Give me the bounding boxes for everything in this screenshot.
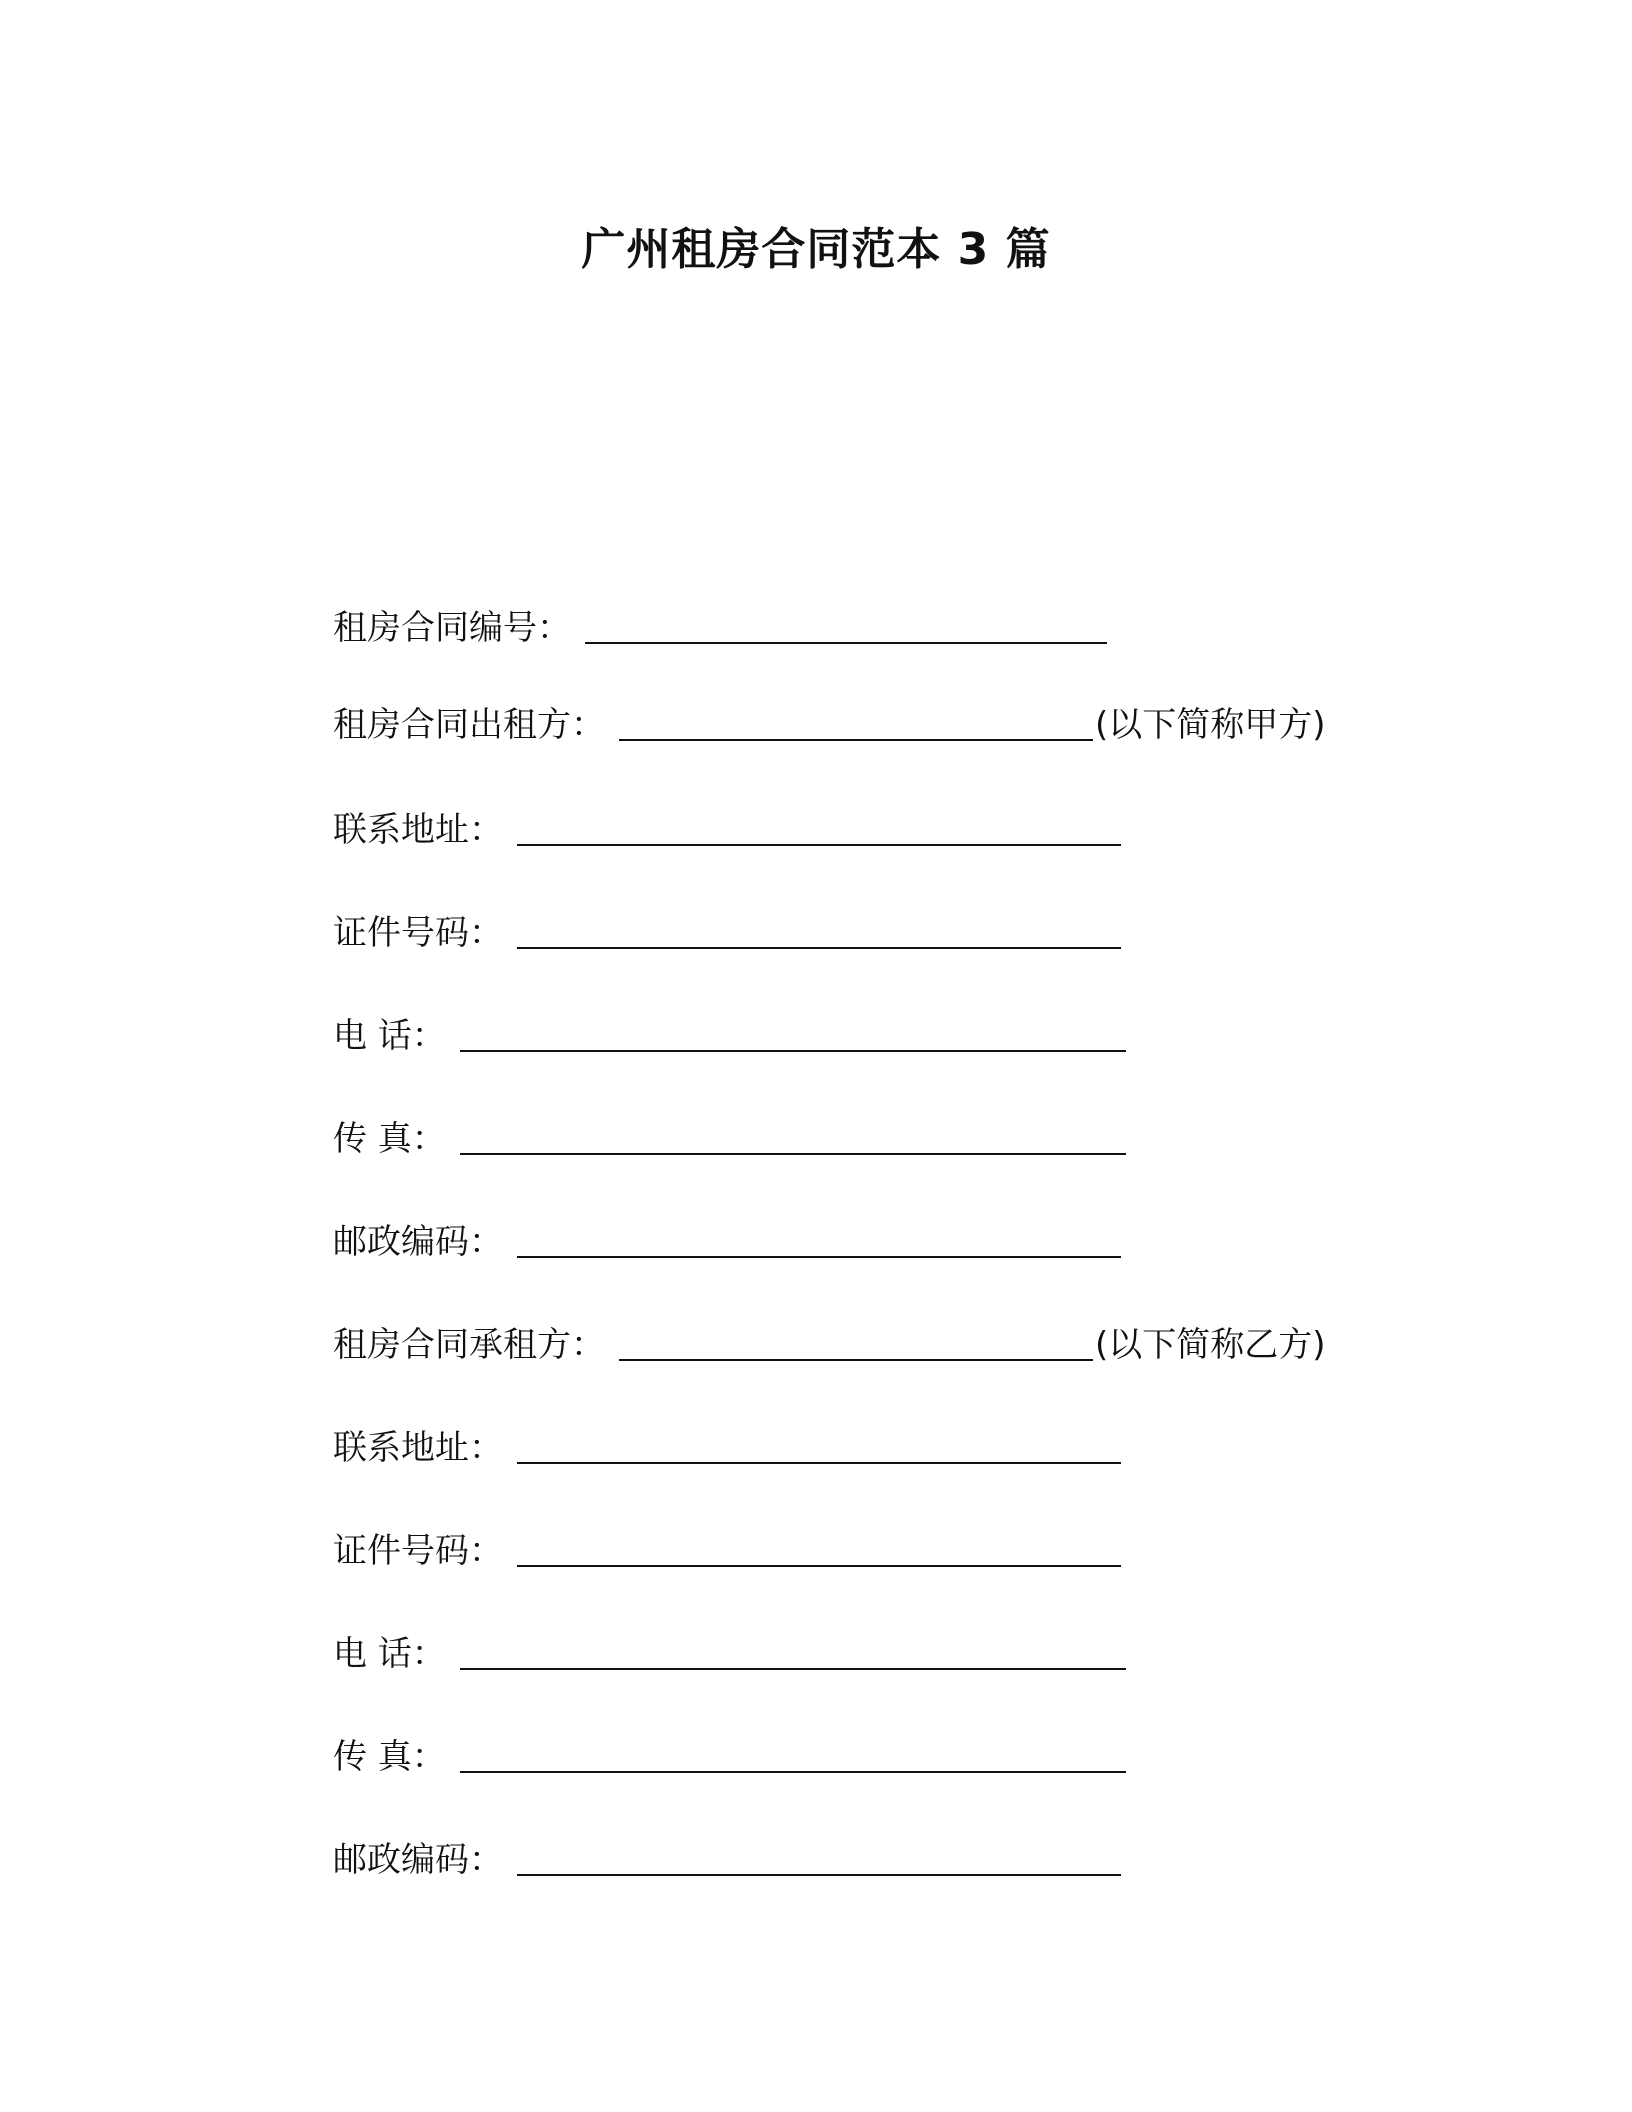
lessor-id-field xyxy=(333,905,1121,953)
lessor-address-field xyxy=(333,802,1121,850)
lessee-id-field xyxy=(333,1523,1121,1571)
field-label: 电 话： xyxy=(333,1016,446,1056)
field-label: 传 真： xyxy=(333,1119,446,1159)
lessee-field xyxy=(333,1317,1326,1365)
field-label: 租房合同承租方： xyxy=(333,1325,605,1365)
field-label: 电 话： xyxy=(333,1634,446,1674)
fill-in-blank[interactable] xyxy=(619,1329,1093,1361)
field-suffix: (以下简称乙方) xyxy=(1095,1325,1326,1365)
fill-in-blank[interactable] xyxy=(619,709,1093,741)
field-label: 传 真： xyxy=(333,1737,446,1777)
lessee-postcode-field xyxy=(333,1832,1121,1880)
field-label: 租房合同编号： xyxy=(333,608,571,648)
fill-in-blank[interactable] xyxy=(460,1638,1126,1670)
fill-in-blank[interactable] xyxy=(517,1226,1121,1258)
field-label: 租房合同出租方： xyxy=(333,705,605,745)
fill-in-blank[interactable] xyxy=(517,814,1121,846)
fill-in-blank[interactable] xyxy=(517,1535,1121,1567)
field-label: 联系地址： xyxy=(333,810,503,850)
lessee-fax-field xyxy=(333,1729,1126,1777)
fill-in-blank[interactable] xyxy=(460,1741,1126,1773)
contract-number-field xyxy=(333,600,1107,648)
lessor-field xyxy=(333,697,1326,745)
field-label: 联系地址： xyxy=(333,1428,503,1468)
lessee-phone-field xyxy=(333,1626,1126,1674)
field-suffix: (以下简称甲方) xyxy=(1095,705,1326,745)
lessor-phone-field xyxy=(333,1008,1126,1056)
fill-in-blank[interactable] xyxy=(517,1844,1121,1876)
fill-in-blank[interactable] xyxy=(460,1123,1126,1155)
fill-in-blank[interactable] xyxy=(460,1020,1126,1052)
document-title: 广州租房合同范本 3 篇 xyxy=(581,224,1051,275)
field-label: 证件号码： xyxy=(333,913,503,953)
fill-in-blank[interactable] xyxy=(517,917,1121,949)
field-label: 邮政编码： xyxy=(333,1222,503,1262)
lessee-address-field xyxy=(333,1420,1121,1468)
fill-in-blank[interactable] xyxy=(517,1432,1121,1464)
field-label: 证件号码： xyxy=(333,1531,503,1571)
fill-in-blank[interactable] xyxy=(585,612,1107,644)
lessor-fax-field xyxy=(333,1111,1126,1159)
lessor-postcode-field xyxy=(333,1214,1121,1262)
field-label: 邮政编码： xyxy=(333,1840,503,1880)
